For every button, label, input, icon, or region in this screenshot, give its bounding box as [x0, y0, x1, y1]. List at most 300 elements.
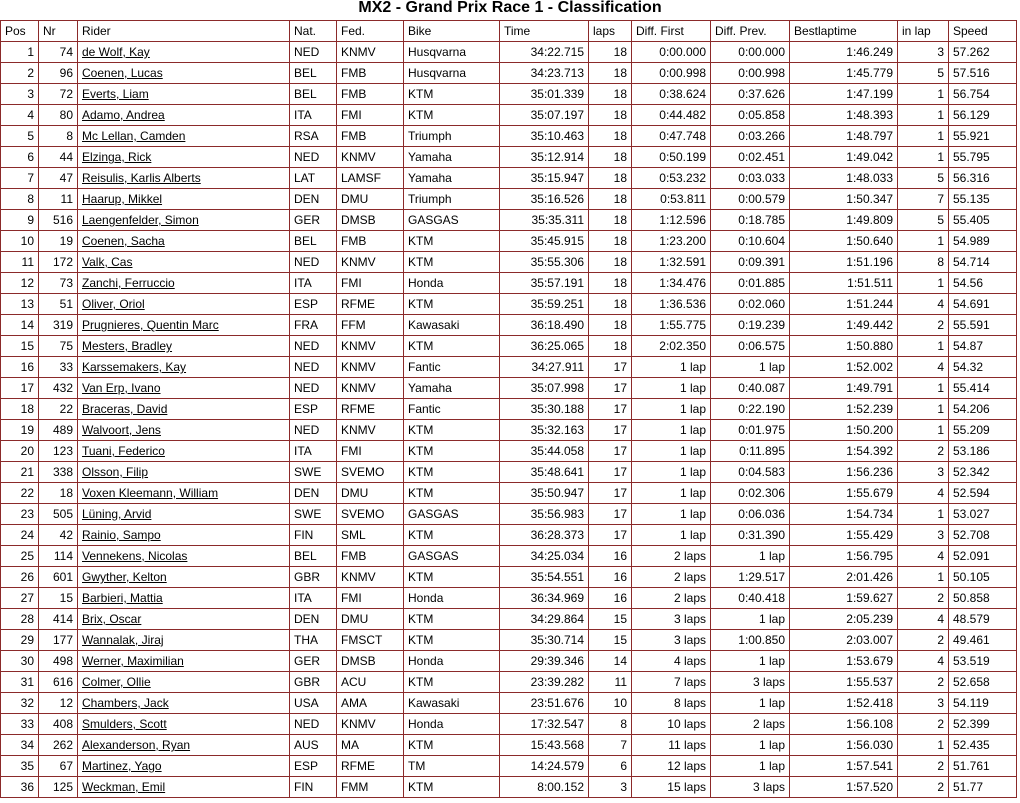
cell-nat: ESP — [290, 294, 337, 315]
cell-time: 35:07.998 — [500, 378, 589, 399]
cell-time: 36:28.373 — [500, 525, 589, 546]
column-header-laps: laps — [589, 21, 632, 42]
column-header-pos: Pos — [1, 21, 39, 42]
cell-in-lap: 1 — [898, 336, 949, 357]
cell-speed: 50.858 — [949, 588, 1017, 609]
cell-diff-prev: 0:00.998 — [711, 63, 790, 84]
cell-diff-prev: 1 lap — [711, 609, 790, 630]
cell-bike: KTM — [404, 735, 500, 756]
cell-fed: DMSB — [337, 651, 404, 672]
cell-nat: RSA — [290, 126, 337, 147]
table-row — [1, 693, 1017, 714]
cell-bestlaptime: 2:01.426 — [790, 567, 898, 588]
cell-diff-first: 12 laps — [632, 756, 711, 777]
cell-bike: Honda — [404, 588, 500, 609]
cell-speed: 52.658 — [949, 672, 1017, 693]
cell-laps: 14 — [589, 651, 632, 672]
cell-bestlaptime: 1:54.392 — [790, 441, 898, 462]
cell-in-lap: 2 — [898, 441, 949, 462]
cell-speed: 57.262 — [949, 42, 1017, 63]
cell-time: 34:22.715 — [500, 42, 589, 63]
cell-nr: 80 — [39, 105, 78, 126]
cell-nat: SWE — [290, 462, 337, 483]
column-header-bike: Bike — [404, 21, 500, 42]
cell-pos: 9 — [1, 210, 39, 231]
cell-nat: THA — [290, 630, 337, 651]
cell-nr: 408 — [39, 714, 78, 735]
cell-nat: DEN — [290, 483, 337, 504]
cell-fed: SVEMO — [337, 462, 404, 483]
cell-diff-prev: 0:03.266 — [711, 126, 790, 147]
cell-pos: 16 — [1, 357, 39, 378]
cell-nat: USA — [290, 693, 337, 714]
cell-nr: 47 — [39, 168, 78, 189]
cell-rider — [78, 336, 290, 357]
rider-link[interactable]: Van Erp, Ivano — [82, 381, 161, 395]
cell-diff-first: 1 lap — [632, 504, 711, 525]
cell-bestlaptime: 1:56.108 — [790, 714, 898, 735]
cell-time: 35:55.306 — [500, 252, 589, 273]
cell-nat: BEL — [290, 84, 337, 105]
cell-pos: 3 — [1, 84, 39, 105]
cell-bike: GASGAS — [404, 546, 500, 567]
cell-nr: 44 — [39, 147, 78, 168]
cell-diff-first: 10 laps — [632, 714, 711, 735]
cell-speed: 52.399 — [949, 714, 1017, 735]
cell-bike: Fantic — [404, 357, 500, 378]
rider-link[interactable]: Gwyther, Kelton — [82, 570, 167, 584]
cell-laps: 11 — [589, 672, 632, 693]
cell-in-lap: 2 — [898, 756, 949, 777]
cell-speed: 56.754 — [949, 84, 1017, 105]
cell-laps: 18 — [589, 231, 632, 252]
cell-nat: DEN — [290, 609, 337, 630]
table-row — [1, 630, 1017, 651]
cell-diff-prev: 0:40.087 — [711, 378, 790, 399]
cell-in-lap: 3 — [898, 42, 949, 63]
cell-rider — [78, 525, 290, 546]
table-row — [1, 777, 1017, 798]
cell-in-lap: 4 — [898, 651, 949, 672]
cell-diff-first: 0:53.811 — [632, 189, 711, 210]
cell-in-lap: 2 — [898, 630, 949, 651]
cell-nat: BEL — [290, 231, 337, 252]
cell-nr: 67 — [39, 756, 78, 777]
rider-link[interactable]: Olsson, Filip — [82, 465, 149, 479]
rider-link[interactable]: de Wolf, Kay — [82, 45, 150, 59]
rider-link[interactable]: Weckman, Emil — [82, 780, 166, 794]
rider-link[interactable]: Karssemakers, Kay — [82, 360, 187, 374]
cell-speed: 54.87 — [949, 336, 1017, 357]
cell-in-lap: 4 — [898, 294, 949, 315]
cell-bestlaptime: 1:50.640 — [790, 231, 898, 252]
cell-in-lap: 4 — [898, 609, 949, 630]
cell-pos: 33 — [1, 714, 39, 735]
cell-nat: LAT — [290, 168, 337, 189]
cell-fed: SVEMO — [337, 504, 404, 525]
table-row — [1, 210, 1017, 231]
column-header-time: Time — [500, 21, 589, 42]
cell-nr: 414 — [39, 609, 78, 630]
cell-rider — [78, 462, 290, 483]
cell-diff-prev: 1 lap — [711, 693, 790, 714]
rider-link[interactable]: Wannalak, Jiraj — [82, 633, 164, 647]
cell-bestlaptime: 1:59.627 — [790, 588, 898, 609]
cell-diff-first: 1:34.476 — [632, 273, 711, 294]
cell-pos: 12 — [1, 273, 39, 294]
cell-pos: 28 — [1, 609, 39, 630]
cell-diff-first: 15 laps — [632, 777, 711, 798]
cell-laps: 17 — [589, 441, 632, 462]
rider-link[interactable]: Vennekens, Nicolas — [82, 549, 188, 563]
cell-speed: 53.186 — [949, 441, 1017, 462]
cell-time: 34:29.864 — [500, 609, 589, 630]
cell-nat: NED — [290, 420, 337, 441]
cell-in-lap: 5 — [898, 210, 949, 231]
cell-rider — [78, 252, 290, 273]
cell-in-lap: 1 — [898, 231, 949, 252]
table-row — [1, 609, 1017, 630]
cell-pos: 7 — [1, 168, 39, 189]
cell-laps: 10 — [589, 693, 632, 714]
rider-link[interactable]: Walvoort, Jens — [82, 423, 161, 437]
cell-diff-prev: 0:22.190 — [711, 399, 790, 420]
cell-pos: 4 — [1, 105, 39, 126]
cell-time: 34:25.034 — [500, 546, 589, 567]
cell-bestlaptime: 1:47.199 — [790, 84, 898, 105]
cell-in-lap: 7 — [898, 189, 949, 210]
cell-in-lap: 1 — [898, 504, 949, 525]
cell-speed: 52.594 — [949, 483, 1017, 504]
rider-link[interactable]: Coenen, Sacha — [82, 234, 165, 248]
rider-link[interactable]: Brix, Oscar — [82, 612, 142, 626]
cell-bike: Honda — [404, 273, 500, 294]
rider-link[interactable]: Mesters, Bradley — [82, 339, 173, 353]
cell-speed: 55.921 — [949, 126, 1017, 147]
cell-speed: 54.206 — [949, 399, 1017, 420]
cell-rider — [78, 714, 290, 735]
rider-link[interactable]: Zanchi, Ferruccio — [82, 276, 175, 290]
cell-in-lap: 2 — [898, 588, 949, 609]
cell-diff-prev: 3 laps — [711, 672, 790, 693]
cell-nat: GER — [290, 210, 337, 231]
cell-bestlaptime: 1:48.393 — [790, 105, 898, 126]
cell-nat: GER — [290, 651, 337, 672]
cell-nat: FRA — [290, 315, 337, 336]
cell-diff-prev: 1:00.850 — [711, 630, 790, 651]
cell-nat: FIN — [290, 525, 337, 546]
cell-bestlaptime: 1:50.200 — [790, 420, 898, 441]
rider-link[interactable]: Reisulis, Karlis Alberts — [82, 171, 201, 185]
cell-time: 35:57.191 — [500, 273, 589, 294]
cell-rider — [78, 756, 290, 777]
rider-link[interactable]: Colmer, Ollie — [82, 675, 151, 689]
cell-fed: MA — [337, 735, 404, 756]
cell-nat: ITA — [290, 588, 337, 609]
cell-in-lap: 1 — [898, 399, 949, 420]
cell-in-lap: 1 — [898, 735, 949, 756]
rider-link[interactable]: Coenen, Lucas — [82, 66, 163, 80]
table-row — [1, 399, 1017, 420]
cell-bike: KTM — [404, 609, 500, 630]
cell-in-lap: 5 — [898, 168, 949, 189]
cell-pos: 10 — [1, 231, 39, 252]
cell-rider — [78, 651, 290, 672]
cell-diff-prev: 0:02.306 — [711, 483, 790, 504]
cell-diff-prev: 0:06.036 — [711, 504, 790, 525]
cell-time: 35:16.526 — [500, 189, 589, 210]
rider-link[interactable]: Smulders, Scott — [82, 717, 167, 731]
cell-nr: 125 — [39, 777, 78, 798]
cell-diff-prev: 0:00.579 — [711, 189, 790, 210]
cell-rider — [78, 42, 290, 63]
cell-laps: 18 — [589, 315, 632, 336]
cell-fed: KNMV — [337, 378, 404, 399]
cell-rider — [78, 63, 290, 84]
column-header-speed: Speed — [949, 21, 1017, 42]
cell-bike: Husqvarna — [404, 63, 500, 84]
cell-time: 35:15.947 — [500, 168, 589, 189]
cell-diff-first: 0:53.232 — [632, 168, 711, 189]
cell-pos: 18 — [1, 399, 39, 420]
cell-time: 36:18.490 — [500, 315, 589, 336]
table-row — [1, 294, 1017, 315]
table-row — [1, 126, 1017, 147]
cell-speed: 54.32 — [949, 357, 1017, 378]
cell-diff-first: 0:44.482 — [632, 105, 711, 126]
cell-laps: 18 — [589, 63, 632, 84]
cell-in-lap: 1 — [898, 147, 949, 168]
table-row — [1, 42, 1017, 63]
cell-laps: 18 — [589, 42, 632, 63]
cell-laps: 15 — [589, 609, 632, 630]
table-row — [1, 462, 1017, 483]
cell-nr: 123 — [39, 441, 78, 462]
cell-nr: 8 — [39, 126, 78, 147]
cell-fed: FMB — [337, 231, 404, 252]
rider-link[interactable]: Adamo, Andrea — [82, 108, 165, 122]
cell-time: 35:01.339 — [500, 84, 589, 105]
cell-fed: ACU — [337, 672, 404, 693]
rider-link[interactable]: Oliver, Oriol — [82, 297, 145, 311]
cell-time: 34:27.911 — [500, 357, 589, 378]
cell-pos: 29 — [1, 630, 39, 651]
cell-bestlaptime: 1:52.418 — [790, 693, 898, 714]
cell-speed: 49.461 — [949, 630, 1017, 651]
cell-speed: 53.519 — [949, 651, 1017, 672]
cell-rider — [78, 105, 290, 126]
cell-pos: 30 — [1, 651, 39, 672]
cell-fed: RFME — [337, 756, 404, 777]
cell-laps: 18 — [589, 336, 632, 357]
cell-fed: KNMV — [337, 336, 404, 357]
rider-link[interactable]: Elzinga, Rick — [82, 150, 152, 164]
rider-link[interactable]: Haarup, Mikkel — [82, 192, 163, 206]
cell-rider — [78, 693, 290, 714]
rider-link[interactable]: Chambers, Jack — [82, 696, 169, 710]
cell-diff-prev: 3 laps — [711, 777, 790, 798]
cell-nat: GBR — [290, 672, 337, 693]
cell-pos: 8 — [1, 189, 39, 210]
cell-diff-prev: 2 laps — [711, 714, 790, 735]
cell-bestlaptime: 1:53.679 — [790, 651, 898, 672]
cell-nr: 74 — [39, 42, 78, 63]
table-row — [1, 252, 1017, 273]
cell-rider — [78, 588, 290, 609]
cell-diff-first: 3 laps — [632, 630, 711, 651]
table-row — [1, 546, 1017, 567]
cell-diff-first: 1 lap — [632, 378, 711, 399]
cell-time: 35:07.197 — [500, 105, 589, 126]
cell-pos: 26 — [1, 567, 39, 588]
cell-nat: GBR — [290, 567, 337, 588]
cell-bike: Kawasaki — [404, 693, 500, 714]
cell-laps: 18 — [589, 168, 632, 189]
rider-link[interactable]: Werner, Maximilian — [82, 654, 184, 668]
table-row — [1, 714, 1017, 735]
cell-rider — [78, 126, 290, 147]
cell-speed: 54.691 — [949, 294, 1017, 315]
cell-fed: RFME — [337, 294, 404, 315]
cell-diff-prev: 1 lap — [711, 546, 790, 567]
cell-fed: FMI — [337, 588, 404, 609]
cell-nr: 12 — [39, 693, 78, 714]
cell-bike: Honda — [404, 651, 500, 672]
cell-speed: 54.119 — [949, 693, 1017, 714]
cell-nr: 51 — [39, 294, 78, 315]
cell-speed: 52.091 — [949, 546, 1017, 567]
cell-pos: 20 — [1, 441, 39, 462]
rider-link[interactable]: Mc Lellan, Camden — [82, 129, 186, 143]
rider-link[interactable]: Martinez, Yago — [82, 759, 162, 773]
table-row — [1, 567, 1017, 588]
cell-laps: 18 — [589, 105, 632, 126]
cell-time: 35:50.947 — [500, 483, 589, 504]
cell-in-lap: 5 — [898, 63, 949, 84]
cell-bestlaptime: 1:56.030 — [790, 735, 898, 756]
cell-speed: 55.405 — [949, 210, 1017, 231]
table-row — [1, 735, 1017, 756]
cell-diff-first: 1:36.536 — [632, 294, 711, 315]
cell-pos: 1 — [1, 42, 39, 63]
cell-diff-first: 2 laps — [632, 546, 711, 567]
cell-nat: ITA — [290, 105, 337, 126]
cell-pos: 32 — [1, 693, 39, 714]
cell-nr: 498 — [39, 651, 78, 672]
cell-nat: ESP — [290, 399, 337, 420]
cell-fed: AMA — [337, 693, 404, 714]
cell-nat: ITA — [290, 273, 337, 294]
cell-nr: 33 — [39, 357, 78, 378]
cell-bike: Fantic — [404, 399, 500, 420]
cell-laps: 17 — [589, 504, 632, 525]
rider-link[interactable]: Valk, Cas — [82, 255, 133, 269]
cell-speed: 54.56 — [949, 273, 1017, 294]
cell-bestlaptime: 1:54.734 — [790, 504, 898, 525]
cell-nr: 96 — [39, 63, 78, 84]
cell-diff-first: 1 lap — [632, 462, 711, 483]
cell-fed: KNMV — [337, 420, 404, 441]
cell-rider — [78, 84, 290, 105]
cell-rider — [78, 210, 290, 231]
cell-speed: 54.989 — [949, 231, 1017, 252]
cell-diff-first: 1:55.775 — [632, 315, 711, 336]
cell-diff-prev: 1:29.517 — [711, 567, 790, 588]
cell-diff-first: 11 laps — [632, 735, 711, 756]
cell-fed: FMB — [337, 63, 404, 84]
cell-nr: 22 — [39, 399, 78, 420]
cell-speed: 56.129 — [949, 105, 1017, 126]
cell-diff-first: 1 lap — [632, 525, 711, 546]
cell-pos: 23 — [1, 504, 39, 525]
cell-fed: KNMV — [337, 42, 404, 63]
cell-time: 35:30.188 — [500, 399, 589, 420]
rider-link[interactable]: Braceras, David — [82, 402, 168, 416]
cell-bestlaptime: 1:57.520 — [790, 777, 898, 798]
rider-link[interactable]: Tuani, Federico — [82, 444, 165, 458]
rider-link[interactable]: Lüning, Arvid — [82, 507, 152, 521]
cell-bestlaptime: 1:56.236 — [790, 462, 898, 483]
rider-link[interactable]: Voxen Kleemann, William — [82, 486, 219, 500]
rider-link[interactable]: Alexanderson, Ryan — [82, 738, 191, 752]
rider-link[interactable]: Everts, Liam — [82, 87, 149, 101]
cell-rider — [78, 630, 290, 651]
cell-pos: 14 — [1, 315, 39, 336]
cell-nat: DEN — [290, 189, 337, 210]
cell-diff-prev: 0:19.239 — [711, 315, 790, 336]
cell-speed: 55.591 — [949, 315, 1017, 336]
rider-link[interactable]: Barbieri, Mattia — [82, 591, 163, 605]
cell-pos: 19 — [1, 420, 39, 441]
rider-link[interactable]: Laengenfelder, Simon — [82, 213, 199, 227]
cell-bike: KTM — [404, 462, 500, 483]
cell-fed: KNMV — [337, 714, 404, 735]
cell-time: 17:32.547 — [500, 714, 589, 735]
cell-speed: 53.027 — [949, 504, 1017, 525]
cell-nr: 73 — [39, 273, 78, 294]
cell-diff-prev: 1 lap — [711, 651, 790, 672]
cell-bike: KTM — [404, 294, 500, 315]
cell-time: 35:35.311 — [500, 210, 589, 231]
cell-diff-first: 1 lap — [632, 399, 711, 420]
cell-bike: TM — [404, 756, 500, 777]
cell-nr: 601 — [39, 567, 78, 588]
cell-in-lap: 2 — [898, 315, 949, 336]
cell-diff-prev: 0:11.895 — [711, 441, 790, 462]
rider-link[interactable]: Rainio, Sampo — [82, 528, 161, 542]
cell-nr: 319 — [39, 315, 78, 336]
cell-rider — [78, 189, 290, 210]
cell-fed: DMU — [337, 609, 404, 630]
cell-diff-prev: 0:18.785 — [711, 210, 790, 231]
cell-laps: 18 — [589, 147, 632, 168]
cell-laps: 6 — [589, 756, 632, 777]
cell-rider — [78, 672, 290, 693]
cell-nr: 177 — [39, 630, 78, 651]
cell-diff-prev: 0:02.060 — [711, 294, 790, 315]
cell-fed: FMB — [337, 126, 404, 147]
cell-rider — [78, 315, 290, 336]
rider-link[interactable]: Prugnieres, Quentin Marc — [82, 318, 219, 332]
cell-rider — [78, 147, 290, 168]
cell-laps: 18 — [589, 294, 632, 315]
cell-in-lap: 1 — [898, 105, 949, 126]
cell-rider — [78, 609, 290, 630]
cell-pos: 24 — [1, 525, 39, 546]
cell-laps: 16 — [589, 588, 632, 609]
table-row — [1, 504, 1017, 525]
table-row — [1, 441, 1017, 462]
